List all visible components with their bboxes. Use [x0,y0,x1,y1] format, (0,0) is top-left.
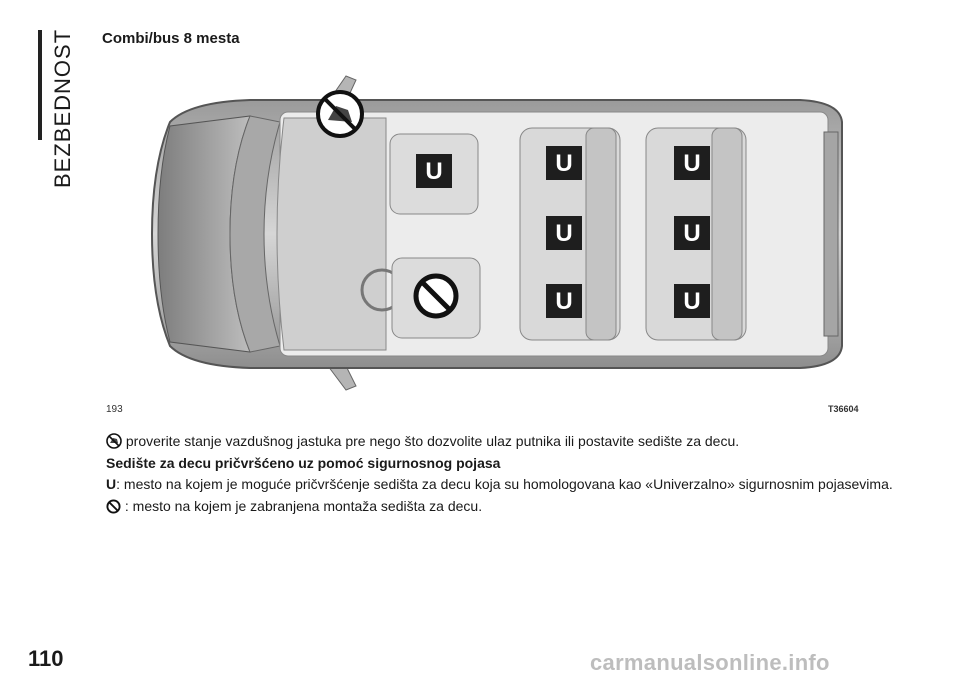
van-illustration [100,62,870,410]
forbidden-icon [106,499,121,514]
figure-number: 193 [106,404,123,415]
u-legend-paragraph [106,475,893,493]
watermark: carmanualsonline.info [590,650,830,675]
section-subheading: Sedište za decu pričvršćeno uz pomoć sigurnosnog pojasa [106,455,501,471]
seat-u-row2-middle [546,216,582,250]
bench-row-3-back [712,128,742,340]
seat-u-front-passenger [416,154,452,188]
airbag-warning-icon [106,433,122,449]
svg-text:U: U [555,150,573,177]
page-title: Combi/bus 8 mesta [102,30,240,47]
svg-text:U: U [425,158,443,185]
dashboard [277,118,386,350]
u-legend-prefix: U [106,476,117,492]
rear-doors [824,132,838,336]
seat-u-row3-right [674,146,710,180]
seat-u-row2-right [546,146,582,180]
seat-u-row3-middle [674,216,710,250]
svg-text:U: U [683,220,701,247]
forbidden-legend-paragraph [106,497,482,515]
van-figure [100,62,870,410]
svg-text:U: U [555,288,573,315]
u-legend-text: : mesto na kojem je moguće pričvršćenje sedišta za decu koja su homologovana kao «Univerzalno» sigurnosnim pojasevima. [116,476,893,492]
forbidden-legend-text: : mesto na kojem je zabranjena montaža sedišta za decu. [124,498,483,514]
seat-u-row3-left [674,284,710,318]
seat-u-row2-left [546,284,582,318]
airbag-note-paragraph [106,432,739,450]
bench-row-2-back [586,128,616,340]
page-number: 110 [28,646,64,671]
section-rule [38,30,42,140]
figure-code: T36604 [828,404,859,414]
forbidden-icon [416,276,456,316]
section-tab [28,30,88,190]
airbag-note-text: proverite stanje vazdušnog jastuka pre nego što dozvolite ulaz putnika ili postavite sedište za decu. [125,433,740,449]
section-label: BEZBEDNOST [50,28,75,188]
svg-text:U: U [683,288,701,315]
svg-text:U: U [555,220,573,247]
airbag-warning-icon [318,92,362,136]
svg-text:U: U [683,150,701,177]
